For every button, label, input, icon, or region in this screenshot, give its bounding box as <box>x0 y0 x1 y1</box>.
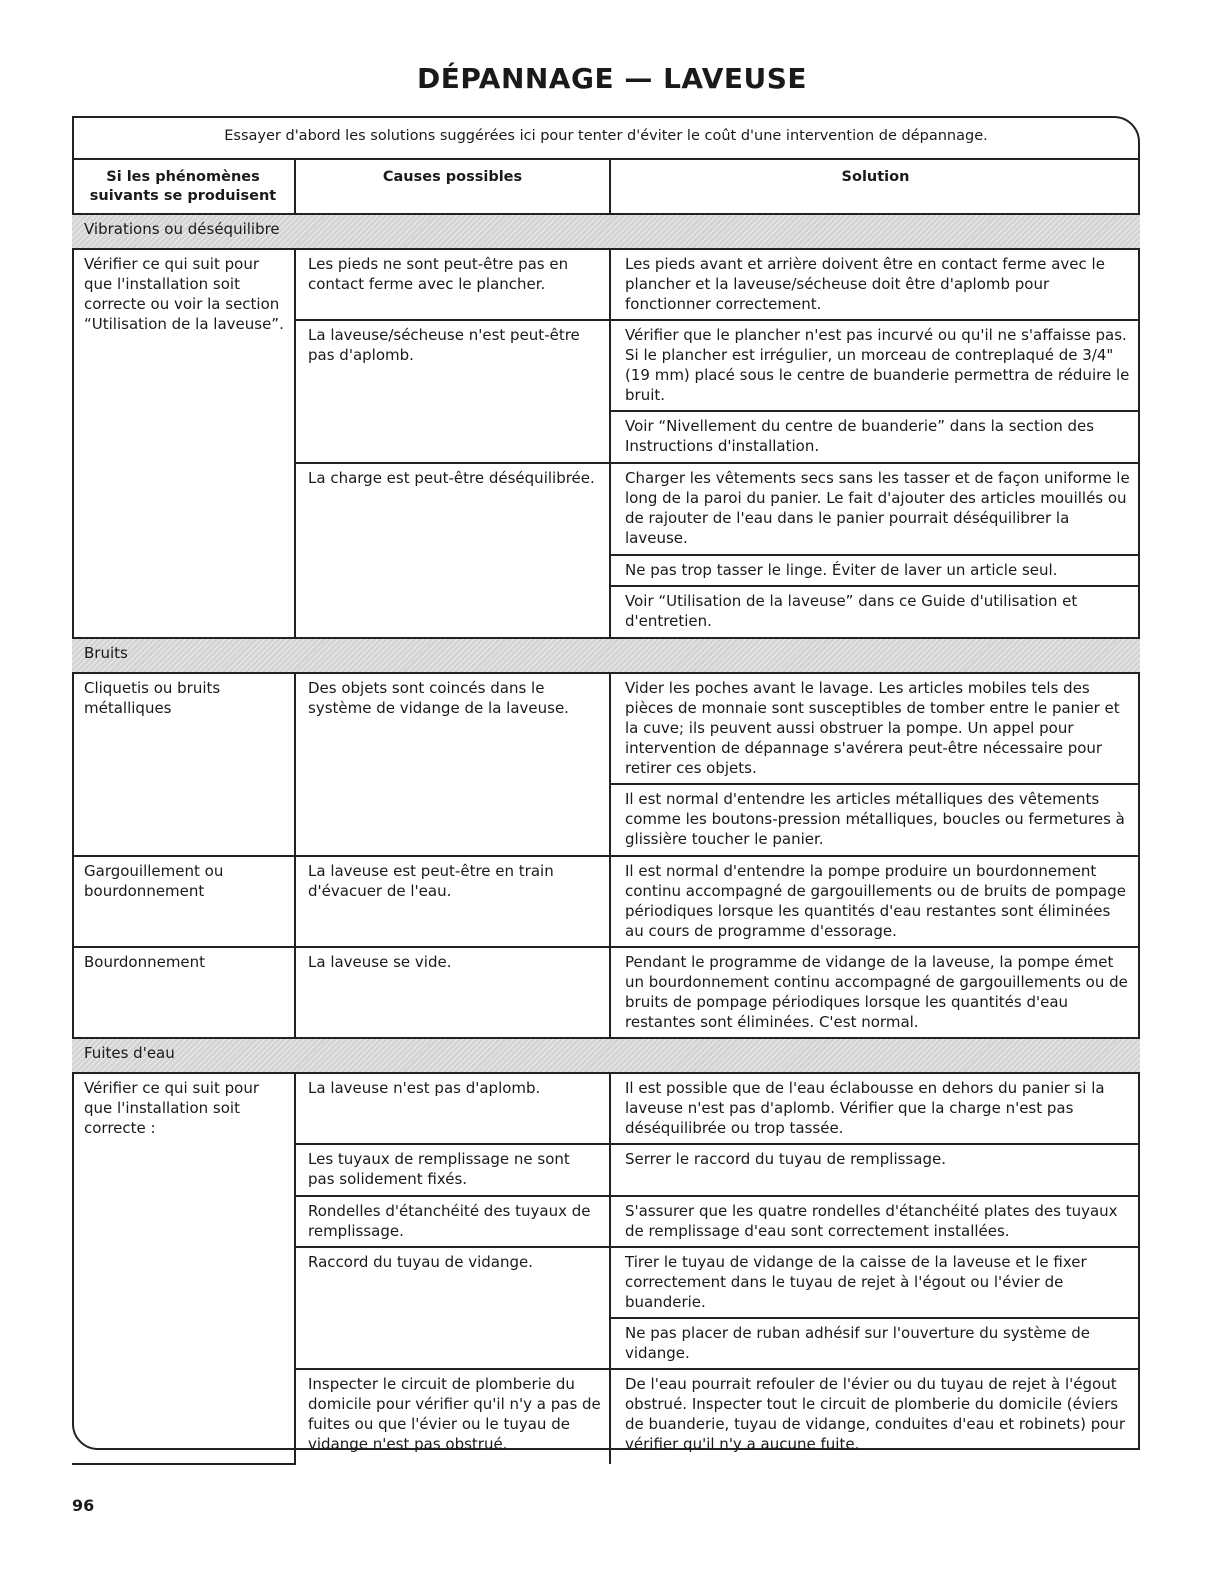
cause-cell: Rondelles d'étanchéité des tuyaux de remplissage. <box>295 1196 610 1247</box>
phenomenon-cell: Vérifier ce qui suit pour que l'installation soit correcte : <box>72 1073 295 1464</box>
solution-cell: De l'eau pourrait refouler de l'évier ou du tuyau de rejet à l'égout obstrué. Inspecter tout le circuit de plomberie du domicile (éviers de buanderie, tuyau de vidange, conduites d'eau et robinets) pour vérifier qu'il n'y a aucune fuite. <box>610 1369 1140 1464</box>
page-number: 96 <box>72 1496 95 1515</box>
header-solution: Solution <box>610 159 1140 214</box>
cause-cell: La laveuse est peut-être en train d'évacuer de l'eau. <box>295 856 610 947</box>
solution-cell: S'assurer que les quatre rondelles d'étanchéité plates des tuyaux de remplissage d'eau sont correctement installées. <box>610 1196 1140 1247</box>
solution-cell: Voir “Utilisation de la laveuse” dans ce Guide d'utilisation et d'entretien. <box>610 586 1140 638</box>
header-causes: Causes possibles <box>295 159 610 214</box>
phenomenon-cell: Bourdonnement <box>72 947 295 1038</box>
table-row <box>72 856 1140 947</box>
section-header-bruits <box>72 638 1140 673</box>
section-header-fuites <box>72 1038 1140 1073</box>
intro-text: Essayer d'abord les solutions suggérées ici pour tenter d'éviter le coût d'une intervention de dépannage. <box>224 128 988 144</box>
header-phenomena: Si les phénomènes suivants se produisent <box>72 159 295 214</box>
solution-cell: Pendant le programme de vidange de la laveuse, la pompe émet un bourdonnement continu accompagné de gargouillements ou de bruits de pompage périodiques lorsque les quantités d'eau restantes sont éliminées. C'est normal. <box>610 947 1140 1038</box>
troubleshooting-table <box>72 158 1140 1465</box>
phenomenon-cell: Vérifier ce qui suit pour que l'installation soit correcte ou voir la section “Utilisation de la laveuse”. <box>72 249 295 638</box>
cause-cell: La charge est peut-être déséquilibrée. <box>295 463 610 638</box>
cause-cell: Les pieds ne sont peut-être pas en contact ferme avec le plancher. <box>295 249 610 320</box>
cause-cell: Des objets sont coincés dans le système de vidange de la laveuse. <box>295 673 610 856</box>
section-label: Fuites d'eau <box>72 1038 1140 1073</box>
solution-cell: Il est normal d'entendre la pompe produire un bourdonnement continu accompagné de gargouillements ou de bruits de pompage périodiques lorsque les quantités d'eau restantes sont éliminées au cours de programme d'essorage. <box>610 856 1140 947</box>
solution-cell: Les pieds avant et arrière doivent être en contact ferme avec le plancher et la laveuse/sécheuse doit être d'aplomb pour fonctionner correctement. <box>610 249 1140 320</box>
cause-cell: La laveuse/sécheuse n'est peut-être pas d'aplomb. <box>295 320 610 463</box>
cause-cell: La laveuse n'est pas d'aplomb. <box>295 1073 610 1144</box>
solution-cell: Il est normal d'entendre les articles métalliques des vêtements comme les boutons-pression métalliques, boucles ou fermetures à glissière toucher le panier. <box>610 784 1140 856</box>
solution-cell: Ne pas placer de ruban adhésif sur l'ouverture du système de vidange. <box>610 1318 1140 1369</box>
section-header-vibrations <box>72 214 1140 249</box>
phenomenon-cell: Cliquetis ou bruits métalliques <box>72 673 295 856</box>
section-label: Vibrations ou déséquilibre <box>72 214 1140 249</box>
solution-cell: Serrer le raccord du tuyau de remplissage. <box>610 1144 1140 1196</box>
header-row <box>72 159 1140 214</box>
table-row <box>72 249 1140 320</box>
table-row <box>72 1073 1140 1144</box>
cause-cell: Inspecter le circuit de plomberie du domicile pour vérifier qu'il n'y a pas de fuites ou que l'évier ou le tuyau de vidange n'est pas obstrué. <box>295 1369 610 1464</box>
solution-cell: Charger les vêtements secs sans les tasser et de façon uniforme le long de la paroi du panier. Le fait d'ajouter des articles mouillés ou de rajouter de l'eau dans le panier pourrait déséquilibrer la laveuse. <box>610 463 1140 555</box>
phenomenon-cell: Gargouillement ou bourdonnement <box>72 856 295 947</box>
section-label: Bruits <box>72 638 1140 673</box>
cause-cell: La laveuse se vide. <box>295 947 610 1038</box>
solution-cell: Tirer le tuyau de vidange de la caisse de la laveuse et le fixer correctement dans le tuyau de rejet à l'égout ou l'évier de buanderie. <box>610 1247 1140 1318</box>
solution-cell: Ne pas trop tasser le linge. Éviter de laver un article seul. <box>610 555 1140 586</box>
table-row <box>72 947 1140 1038</box>
cause-cell: Raccord du tuyau de vidange. <box>295 1247 610 1369</box>
cause-cell: Les tuyaux de remplissage ne sont pas solidement fixés. <box>295 1144 610 1196</box>
solution-cell: Vérifier que le plancher n'est pas incurvé ou qu'il ne s'affaisse pas. Si le plancher est irrégulier, un morceau de contreplaqué de 3/4" (19 mm) placé sous le centre de buanderie permettra de réduire le bruit. <box>610 320 1140 411</box>
page-title: DÉPANNAGE — LAVEUSE <box>416 62 808 95</box>
solution-cell: Voir “Nivellement du centre de buanderie” dans la section des Instructions d'installation. <box>610 411 1140 463</box>
table-row <box>72 673 1140 784</box>
solution-cell: Il est possible que de l'eau éclabousse en dehors du panier si la laveuse n'est pas d'aplomb. Vérifier que la charge n'est pas déséquilibrée ou trop tassée. <box>610 1073 1140 1144</box>
solution-cell: Vider les poches avant le lavage. Les articles mobiles tels des pièces de monnaie sont susceptibles de tomber entre le panier et la cuve; ils peuvent aussi obstruer la pompe. Un appel pour intervention de dépannage s'avérera peut-être nécessaire pour retirer ces objets. <box>610 673 1140 784</box>
